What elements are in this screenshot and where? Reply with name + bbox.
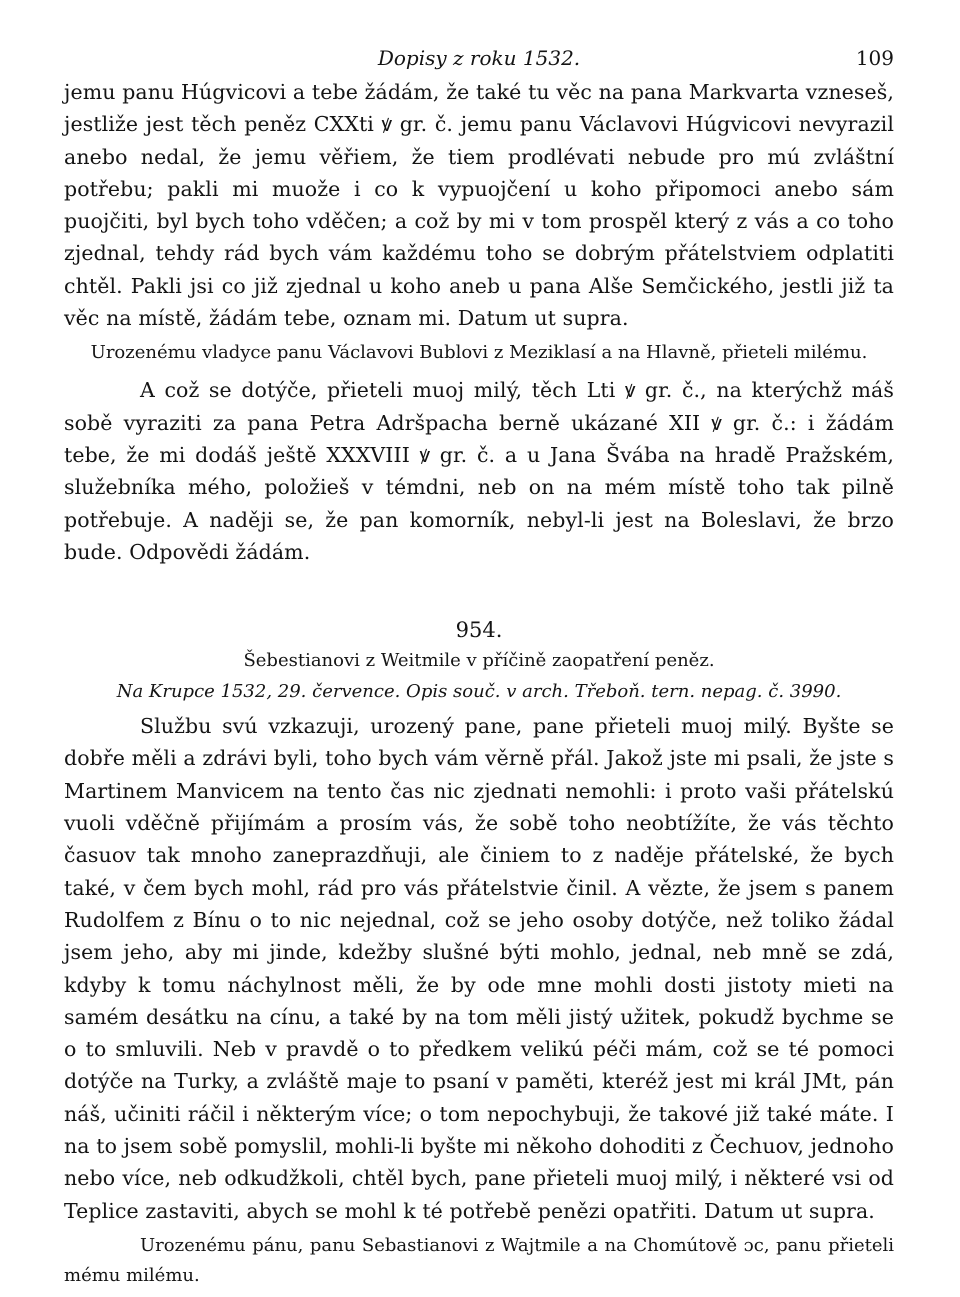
letter-continuation-paragraph: jemu panu Húgvicovi a tebe žádám, že také tu věc na pana Markvarta vzneseš, jestliže jest těch peněz CXXti ꝟ gr. č. jemu panu Václavovi Húgvicovi nevyrazil anebo nedal, že jemu věřiem, že tiem prodlévati nebude pro mú zvláštní potřebu; pakli mi muože i co k vypuojčení u koho připomoci anebo sám puojčiti, byl bych toho vděčen; a což by mi v tom prospěl který z vás a co toho zjednal, tehdy rád bych vám každému toho se dobrým přátelstviem odplatiti chtěl. Pakli jsi co již zjednal u koho aneb u pana Alše Semčického, jestli již ta věc na místě, žádám tebe, oznam mi. Datum ut supra. [64, 80, 894, 331]
letter-address: Urozenému vladyce panu Václavovi Bublovi z Meziklasí a na Hlavně, přieteli milému. [90, 342, 868, 364]
page-header [64, 40, 894, 76]
letter-title: Šebestianovi z Weitmile v příčině zaopatření peněz. [243, 650, 715, 672]
letter-postscript: A což se dotýče, přieteli muoj milý, těch Lti ꝟ gr. č., na kterýchž máš sobě vyraziti za pana Petra Adršpacha berně ukázané XII ꝟ gr. č.: i žádám tebe, že mi dodáš ještě XXXVIII ꝟ gr. č. a u Jana Švába na hradě Pražském, služebníka mého, položieš v témdni, neb on na mém místě toho tak pilně potřebuje. A naději se, že pan komorník, nebyl-li jest na Boleslavi, že brzo bude. Odpovědi žádám. [64, 378, 894, 564]
running-title: Dopisy z roku 1532. [377, 46, 581, 70]
letter-number: 954. [455, 618, 503, 643]
letter-body: Službu svú vzkazuji, urozený pane, pane přieteli muoj milý. Byšte se dobře měli a zdrávi byli, toho bych vám věrně přál. Jakož jste mi psali, že jste s Martinem Manvicem na tento čas nic zjednati nemohli: i proto vaši přátelskú vuoli vděčně přijímám a prosím vás, že sobě toho neobtížíte, že vás těchto časuov tak mnoho zaneprazdňuji, ale činiem to z naděje přátelské, že bych také, v čem bych mohl, rád pro vás přátelstvie činil. A vězte, že jsem s panem Rudolfem z Bínu o to nic nejednal, což se jeho osoby dotýče, než toliko žádal jsem jeho, aby mi jinde, kdežby slušné býti mohlo, jednal, neb mně se zdá, kdyby k tomu náchylnost měli, že by ode mne mohli dosti jistoty mieti na samém desátku na cínu, a také by na tom měli jistý užitek, pokudž bychme se o to smluvili. Neb v pravdě o to předkem velikú péči mám, což se té pomoci dotýče na Turky, a zvláště maje to psaní v paměti, kteréž jest mi král JMt, pán náš, učiniti ráčil i některým více; o tom nepochybuji, že takové již také máte. I na to jsem sobě pomyslil, mohli-li byšte mi někoho dohoditi z Čechuov, jednoho nebo více, neb odkudžkoli, chtěl bych, pane přieteli muoj milý, i některé vsi od Teplice zastaviti, abych se mohl k té potřebě penězi opatřiti. Datum ut supra. [64, 714, 894, 1223]
letter-address: Urozenému pánu, panu Sebastianovi z Wajtmile a na Chomútově ɔc, panu přieteli mému milému. [64, 1234, 894, 1286]
page-number: 109 [855, 46, 894, 70]
document-page [64, 40, 894, 1297]
letter-source-note: Na Krupce 1532, 29. července. Opis souč. v arch. Třeboň. tern. nepag. č. 3990. [116, 681, 842, 703]
